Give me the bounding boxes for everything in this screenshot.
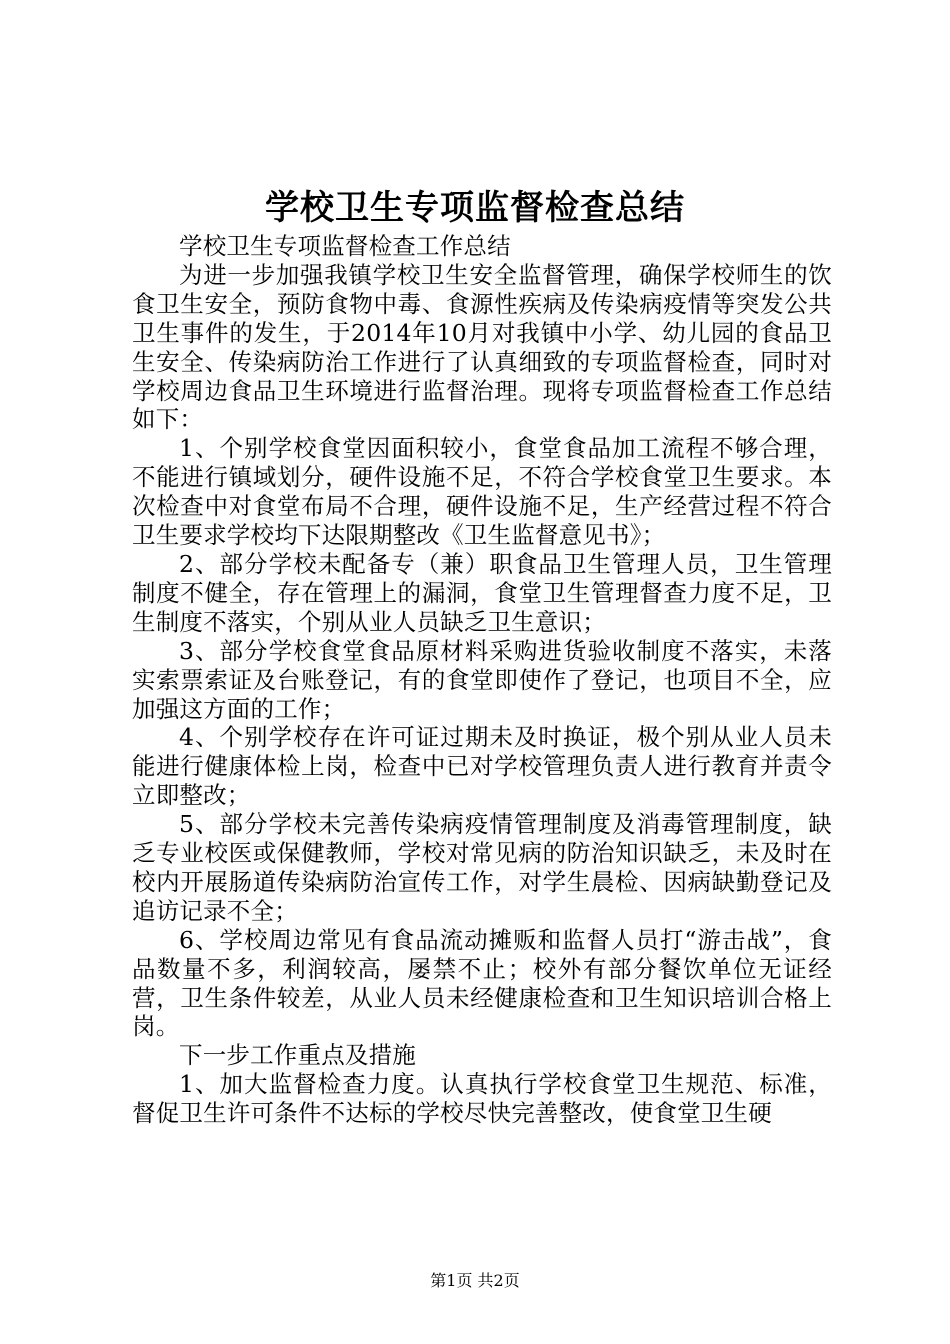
paragraph-issue-4: 4、个别学校存在许可证过期未及时换证，极个别从业人员未能进行健康体检上岗，检查中已对学校管理负责人进行教育并责令立即整改； — [132, 723, 832, 810]
page-footer: 第1页 共2页 — [430, 1271, 520, 1290]
paragraph-issue-5: 5、部分学校未完善传染病疫情管理制度及消毒管理制度，缺乏专业校医或保健教师，学校对常见病的防治知识缺乏，未及时在校内开展肠道传染病防治宣传工作，对学生晨检、因病缺勤登记及追访记录不全； — [132, 810, 832, 925]
paragraph-measure-1: 1、加大监督检查力度。认真执行学校食堂卫生规范、标准，督促卫生许可条件不达标的学校尽快完善整改，使食堂卫生硬 — [132, 1070, 832, 1128]
section-heading: 下一步工作重点及措施 — [179, 1041, 416, 1070]
paragraph-issue-3: 3、部分学校食堂食品原材料采购进货验收制度不落实，未落实索票索证及台账登记，有的食堂即使作了登记，也项目不全，应加强这方面的工作； — [132, 636, 832, 723]
paragraph-issue-2: 2、部分学校未配备专（兼）职食品卫生管理人员，卫生管理制度不健全，存在管理上的漏洞，食堂卫生管理督查力度不足，卫生制度不落实，个别从业人员缺乏卫生意识； — [132, 549, 832, 636]
paragraph-issue-1: 1、个别学校食堂因面积较小，食堂食品加工流程不够合理，不能进行镇域划分，硬件设施不足，不符合学校食堂卫生要求。本次检查中对食堂布局不合理，硬件设施不足，生产经营过程不符合卫生要求学校均下达限期整改《卫生监督意见书》； — [132, 434, 832, 550]
paragraph-intro: 为进一步加强我镇学校卫生安全监督管理，确保学校师生的饮食卫生安全，预防食物中毒、食源性疾病及传染病疫情等突发公共卫生事件的发生，于2014年10月对我镇中小学、幼儿园的食品卫生安全、传染病防治工作进行了认真细致的专项监督检查，同时对学校周边食品卫生环境进行监督治理。现将专项监督检查工作总结如下： — [132, 260, 832, 434]
document-title: 学校卫生专项监督检查总结 — [265, 188, 685, 228]
paragraph-issue-6: 6、学校周边常见有食品流动摊贩和监督人员打“游击战”，食品数量不多，利润较高，屡禁不止；校外有部分餐饮单位无证经营，卫生条件较差，从业人员未经健康检查和卫生知识培训合格上岗。 — [132, 925, 832, 1041]
document-body — [132, 232, 832, 1128]
document-subtitle: 学校卫生专项监督检查工作总结 — [179, 232, 511, 260]
